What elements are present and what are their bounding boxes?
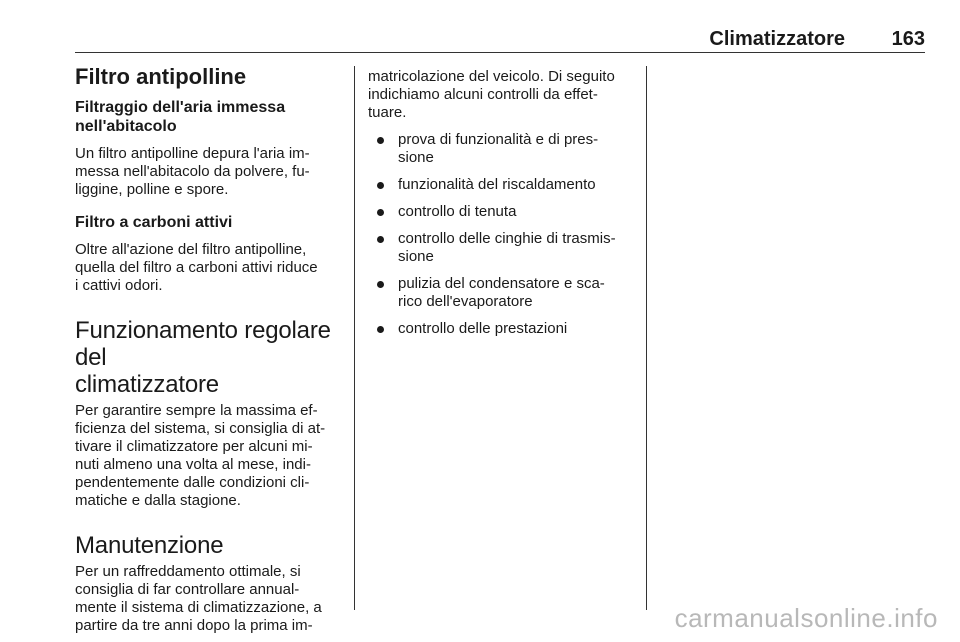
text-line: liggine, polline e spore. xyxy=(75,181,229,198)
heading-funzionamento xyxy=(75,317,343,398)
text-line: Oltre all'azione del filtro antipolline, xyxy=(75,241,307,258)
paragraph-filtro-antipolline xyxy=(75,145,343,199)
middle-column xyxy=(368,64,634,338)
list-item xyxy=(368,320,634,338)
page-number: 163 xyxy=(891,28,925,50)
text-line: indichiamo alcuni controlli da effet- xyxy=(368,86,598,103)
paragraph-funzionamento xyxy=(75,402,343,510)
text-line: nell'abitacolo xyxy=(75,118,177,135)
list-item xyxy=(368,230,634,266)
text-line: Per garantire sempre la massima ef- xyxy=(75,402,318,419)
text-line: quella del filtro a carboni attivi riduce xyxy=(75,259,318,276)
text-line: pendentemente dalle condizioni cli- xyxy=(75,474,310,491)
text-line: controllo di tenuta xyxy=(398,203,517,220)
text-line: tivare il climatizzatore per alcuni mi- xyxy=(75,438,313,455)
subheading-carboni-attivi: Filtro a carboni attivi xyxy=(75,214,233,231)
text-line: matricolazione del veicolo. Di seguito xyxy=(368,68,615,85)
paragraph-manutenzione xyxy=(75,563,343,635)
text-line: tuare. xyxy=(368,104,407,121)
paragraph-carboni-attivi xyxy=(75,241,343,295)
bullet-icon xyxy=(377,209,384,216)
text-line: matiche e dalla stagione. xyxy=(75,492,241,509)
text-line: Per un raffreddamento ottimale, si xyxy=(75,563,301,580)
text-line: nuti almeno una volta al mese, indi- xyxy=(75,456,311,473)
bullet-icon xyxy=(377,182,384,189)
text-line: ficienza del sistema, si consiglia di at- xyxy=(75,420,326,437)
heading-manutenzione: Manutenzione xyxy=(75,532,224,559)
column-divider-left xyxy=(354,66,355,610)
column-divider-right xyxy=(646,66,647,610)
text-line: rico dell'evaporatore xyxy=(398,293,533,310)
subheading-filtraggio xyxy=(75,98,343,136)
text-line: funzionalità del riscaldamento xyxy=(398,176,596,193)
bullet-icon xyxy=(377,137,384,144)
heading-filtro-antipolline: Filtro antipolline xyxy=(75,64,247,89)
text-line: pulizia del condensatore e sca- xyxy=(398,275,605,292)
text-line: controllo delle cinghie di trasmis- xyxy=(398,230,616,247)
list-item xyxy=(368,275,634,311)
text-line: Un filtro antipolline depura l'aria im- xyxy=(75,145,310,162)
text-line: sione xyxy=(398,248,434,265)
text-line: messa nell'abitacolo da polvere, fu- xyxy=(75,163,310,180)
page-header xyxy=(75,26,925,53)
left-column xyxy=(75,64,343,635)
text-line: mente il sistema di climatizzazione, a xyxy=(75,599,322,616)
text-line: Funzionamento regolare del xyxy=(75,317,331,371)
bullet-icon xyxy=(377,236,384,243)
text-line: controllo delle prestazioni xyxy=(398,320,568,337)
text-line: consiglia di far controllare annual- xyxy=(75,581,300,598)
text-line: prova di funzionalità e di pres- xyxy=(398,131,599,148)
text-line: Filtraggio dell'aria immessa xyxy=(75,99,286,116)
list-item xyxy=(368,131,634,167)
list-item xyxy=(368,203,634,221)
watermark: carmanualsonline.info xyxy=(674,603,938,633)
bullet-icon xyxy=(377,326,384,333)
text-line: climatizzatore xyxy=(75,371,219,398)
text-line: partire da tre anni dopo la prima im- xyxy=(75,617,313,634)
list-item xyxy=(368,176,634,194)
maintenance-checklist xyxy=(368,131,634,338)
paragraph-controlli xyxy=(368,68,634,122)
text-line: i cattivi odori. xyxy=(75,277,163,294)
bullet-icon xyxy=(377,281,384,288)
header-section-title: Climatizzatore xyxy=(709,28,845,50)
text-line: sione xyxy=(398,149,434,166)
